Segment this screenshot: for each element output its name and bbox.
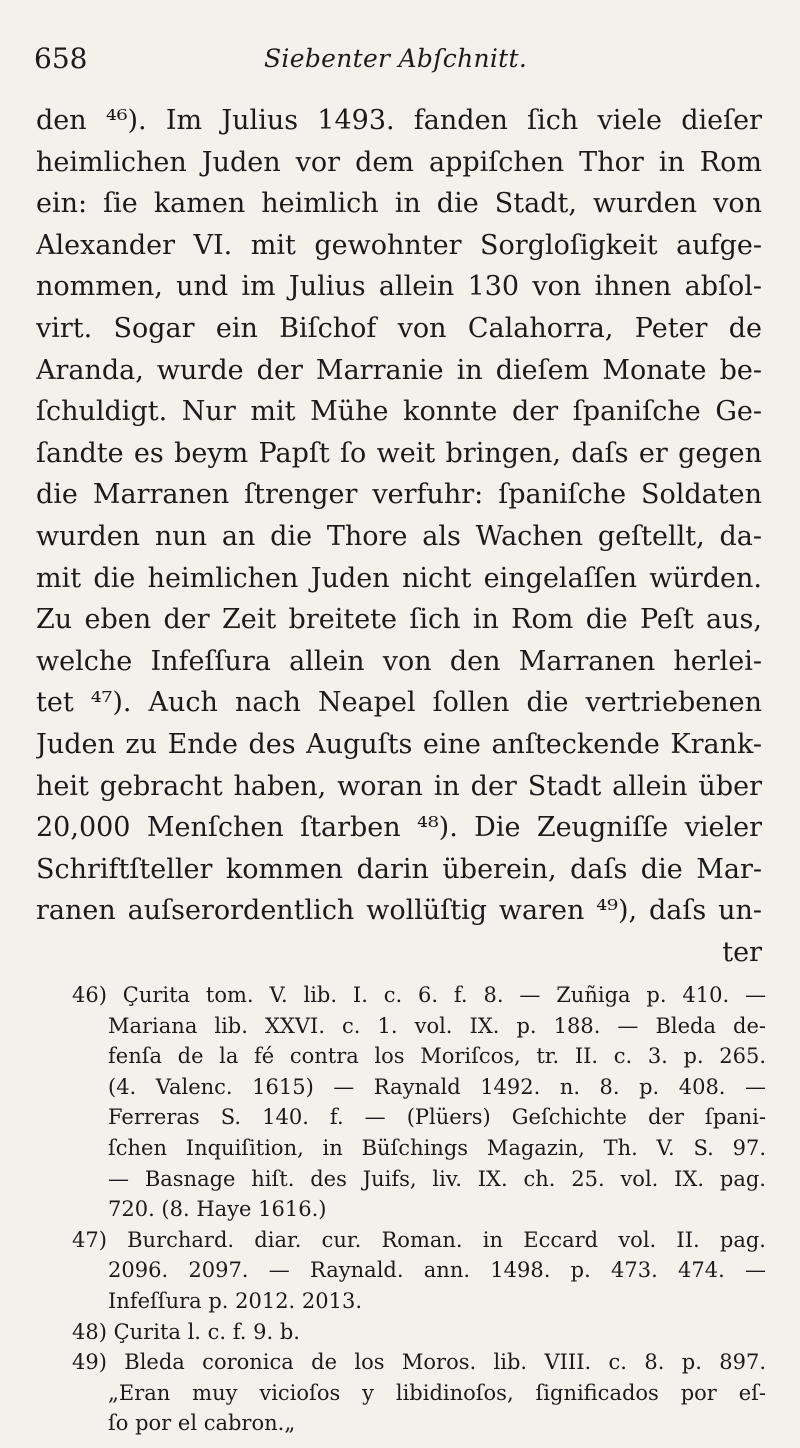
- body-line: virt. Sogar ein Biſchof von Calahorra, Peter de: [36, 312, 762, 344]
- footnote-line: 47) Burchard. diar. cur. Roman. in Eccard vol. II. pag.: [72, 1227, 766, 1252]
- footnotes: [72, 980, 766, 1439]
- body-line: ein: ſie kamen heimlich in die Stadt, wurden von: [36, 188, 762, 220]
- footnote-49: [72, 1347, 766, 1439]
- body-line: tet ⁴⁷). Auch nach Neapel ſollen die vertriebenen: [36, 687, 762, 719]
- body-text: [36, 100, 762, 973]
- footnote-line: ſchen Inquiſition, in Büſchings Magazin, Th. V. S. 97.: [108, 1135, 766, 1160]
- body-line: heit gebracht haben, woran in der Stadt allein über: [36, 770, 762, 802]
- footnote-line: „Eran muy vicioſos y libidinoſos, ſignificados por eſ-: [108, 1380, 766, 1405]
- page-number: 658: [34, 42, 88, 75]
- footnote-line: 720. (8. Haye 1616.): [108, 1197, 327, 1222]
- body-line: wurden nun an die Thore als Wachen geſtellt, da-: [36, 520, 762, 552]
- body-line: ſandte es beym Papſt ſo weit bringen, daſs er gegen: [36, 437, 762, 469]
- footnote-line: ſo por el cabron.„: [108, 1411, 296, 1436]
- footnote-48: [72, 1317, 766, 1348]
- page-header: [34, 42, 760, 82]
- footnote-line: 2096. 2097. — Raynald. ann. 1498. p. 473. 474. —: [108, 1258, 766, 1283]
- footnote-line: fenſa de la fé contra los Moriſcos, tr. II. c. 3. p. 265.: [108, 1044, 766, 1069]
- body-line: die Marranen ſtrenger verfuhr: ſpaniſche Soldaten: [36, 479, 762, 511]
- body-line: ſchuldigt. Nur mit Mühe konnte der ſpaniſche Ge-: [36, 396, 762, 428]
- body-line: Alexander VI. mit gewohnter Sorgloſigkeit aufge-: [36, 229, 762, 261]
- footnote-line: 48) Çurita l. c. f. 9. b.: [72, 1319, 300, 1344]
- footnote-line: Ferreras S. 140. f. — (Plüers) Geſchichte der ſpani-: [108, 1105, 766, 1130]
- body-line: welche Infeſſura allein von den Marranen herlei-: [36, 645, 762, 677]
- body-line: 20,000 Menſchen ſtarben ⁴⁸). Die Zeugniſſe vieler: [36, 812, 762, 844]
- footnote-line: — Basnage hiſt. des Juifs, liv. IX. ch. 25. vol. IX. pag.: [108, 1166, 766, 1191]
- body-line: heimlichen Juden vor dem appiſchen Thor in Rom: [36, 146, 762, 178]
- body-line: ranen auſserordentlich wollüſtig waren ⁴⁹), daſs un-: [36, 895, 762, 927]
- footnote-46: [72, 980, 766, 1225]
- footnote-line: 46) Çurita tom. V. lib. I. c. 6. f. 8. — Zuñiga p. 410. —: [72, 983, 766, 1007]
- body-line: nommen, und im Julius allein 130 von ihnen abſol-: [36, 271, 762, 303]
- footnote-line: 49) Bleda coronica de los Moros. lib. VIII. c. 8. p. 897.: [72, 1350, 766, 1375]
- body-line: Schriftſteller kommen darin überein, daſs die Mar-: [36, 853, 762, 885]
- running-head: Siebenter Abſchnitt.: [264, 44, 528, 73]
- body-line: Juden zu Ende des Auguſts eine anſteckende Krank-: [36, 728, 762, 760]
- catchword: ter: [722, 936, 762, 968]
- body-line: Aranda, wurde der Marranie in dieſem Monate be-: [36, 354, 762, 386]
- body-line: mit die heimlichen Juden nicht eingelaſſen würden.: [36, 562, 762, 594]
- footnote-47: [72, 1225, 766, 1317]
- footnote-line: (4. Valenc. 1615) — Raynald 1492. n. 8. p. 408. —: [108, 1074, 766, 1099]
- body-line: Zu eben der Zeit breitete ſich in Rom die Peſt aus,: [36, 604, 762, 636]
- footnote-line: Mariana lib. XXVI. c. 1. vol. IX. p. 188. — Bleda de-: [108, 1013, 766, 1038]
- body-line: den ⁴⁶). Im Julius 1493. fanden ſich viele dieſer: [36, 105, 762, 136]
- footnote-line: Infeſſura p. 2012. 2013.: [108, 1288, 363, 1313]
